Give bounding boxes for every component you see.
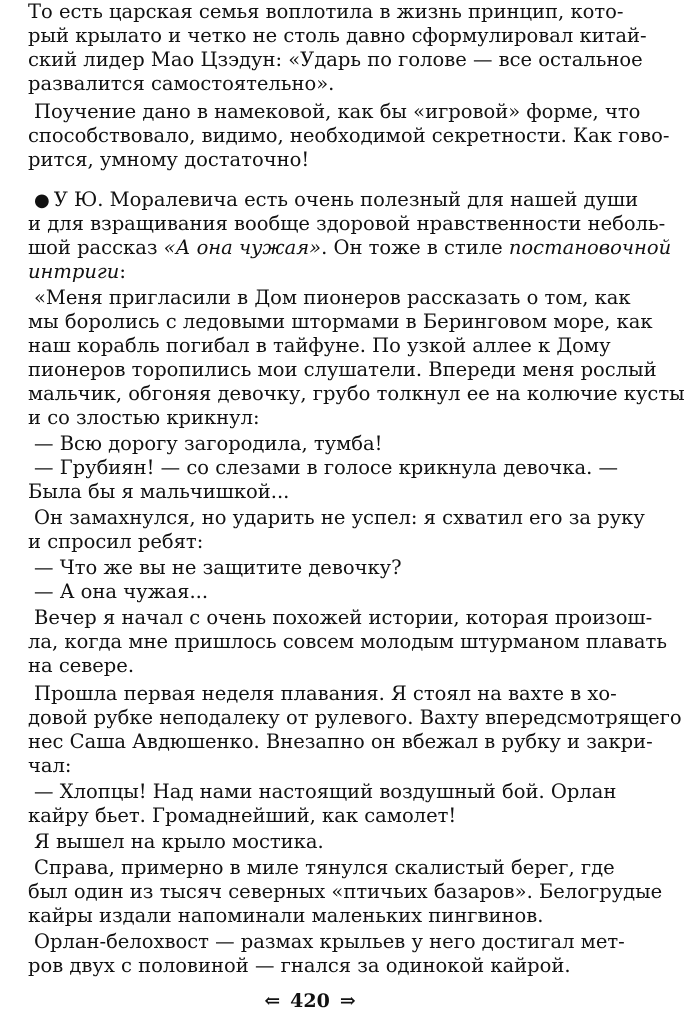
page-number: 420: [290, 990, 330, 1012]
section-text: У Ю. Моралевича есть очень полезный для нашей души: [53, 188, 639, 211]
bullet-icon: ●: [34, 190, 50, 211]
quote-line: Орлан-белохвост — размах крыльев у него достигал мет-: [34, 930, 625, 953]
quote-line: мальчик, обгоняя девочку, грубо толкнул ее на колючие кусты: [28, 382, 685, 405]
quote-line: — Что же вы не защитите девочку?: [34, 556, 402, 579]
quote-line: кайру бьет. Громаднейший, как самолет!: [28, 804, 457, 827]
text-line: То есть царская семья воплотила в жизнь принцип, кото-: [28, 0, 624, 23]
quote-line: — Грубиян! — со слезами в голосе крикнула девочка. —: [34, 456, 618, 479]
section-start-line: [34, 188, 639, 213]
quote-line: наш корабль погибал в тайфуне. По узкой аллее к Дому: [28, 334, 611, 357]
quote-line: и со злостью крикнул:: [28, 406, 260, 429]
arrow-right-icon: ⇒: [339, 990, 356, 1012]
story-title: «А она чужая»: [163, 236, 322, 259]
quote-line: ла, когда мне пришлось совсем молодым штурманом плавать: [28, 630, 667, 653]
quote-line: чал:: [28, 754, 72, 777]
quote-line: «Меня пригласили в Дом пионеров рассказать о том, как: [34, 286, 631, 309]
quote-line: Я вышел на крыло мостика.: [34, 830, 324, 853]
quote-line: Прошла первая неделя плавания. Я стоял на вахте в хо-: [34, 682, 617, 705]
quote-line: — А она чужая...: [34, 580, 209, 603]
quote-line: довой рубке неподалеку от рулевого. Вахту впередсмотрящего: [28, 706, 682, 729]
quote-line: Была бы я мальчишкой...: [28, 480, 290, 503]
quote-line: и спросил ребят:: [28, 530, 204, 553]
quote-line: — Всю дорогу загородила, тумба!: [34, 432, 383, 455]
quote-line: пионеров торопились мои слушатели. Впереди меня рослый: [28, 358, 657, 381]
text-line: Поучение дано в намековой, как бы «игровой» форме, что: [34, 100, 641, 123]
quote-line: кайры издали напоминали маленьких пингвинов.: [28, 904, 544, 927]
text-line: [28, 236, 672, 260]
text-line: рый крылато и четко не столь давно сформулировал китай-: [28, 24, 647, 47]
quote-line: — Хлопцы! Над нами настоящий воздушный бой. Орлан: [34, 780, 617, 803]
text-line: ский лидер Мао Цзэдун: «Ударь по голове — все остальное: [28, 48, 643, 71]
quote-line: на севере.: [28, 654, 135, 677]
quote-line: Вечер я начал с очень похожей истории, которая произош-: [34, 606, 653, 629]
arrow-left-icon: ⇐: [264, 990, 281, 1012]
text-line: и для взращивания вообще здоровой нравственности неболь-: [28, 212, 666, 235]
quote-line: нес Саша Авдюшенко. Внезапно он вбежал в рубку и закри-: [28, 730, 653, 753]
text-fragment: шой рассказ: [28, 236, 164, 259]
italic-term: интриги: [28, 260, 120, 283]
page-number-footer: [0, 990, 620, 1012]
quote-line: мы боролись с ледовыми штормами в Беринговом море, как: [28, 310, 653, 333]
text-line: рится, умному достаточно!: [28, 148, 310, 171]
text-line: способствовало, видимо, необходимой секретности. Как гово-: [28, 124, 670, 147]
text-fragment: . Он тоже в стиле: [321, 236, 509, 259]
quote-line: был один из тысяч северных «птичьих базаров». Белогрудые: [28, 880, 663, 903]
text-fragment: :: [119, 260, 126, 283]
quote-line: Справа, примерно в миле тянулся скалистый берег, где: [34, 856, 615, 879]
italic-term: постановочной: [508, 236, 672, 259]
text-line: [28, 260, 594, 284]
quote-line: ров двух с половиной — гнался за одинокой кайрой.: [28, 954, 571, 977]
quote-line: Он замахнулся, но ударить не успел: я схватил его за руку: [34, 506, 645, 529]
text-line: развалится самостоятельно».: [28, 72, 335, 95]
